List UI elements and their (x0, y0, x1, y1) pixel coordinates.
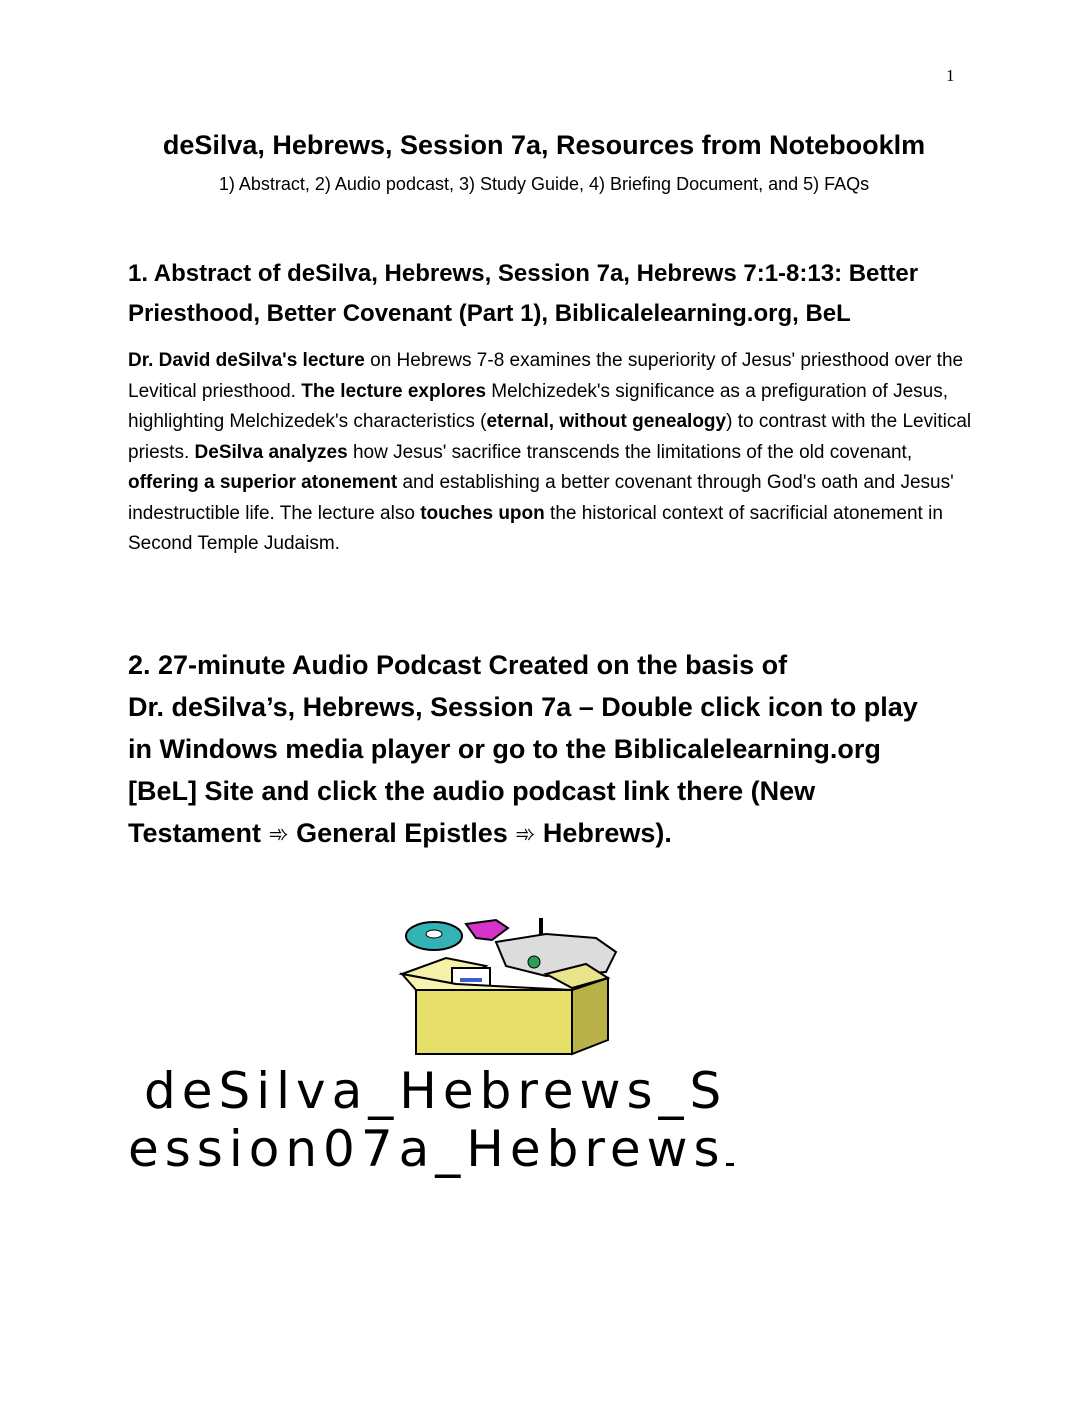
section2-line (128, 812, 988, 855)
document-title: deSilva, Hebrews, Session 7a, Resources from Notebooklm (162, 130, 926, 160)
section2-text: General Epistles (288, 818, 516, 848)
arrow-icon: ➾ (515, 820, 536, 848)
abstract-bold: offering a superior atonement (128, 472, 398, 493)
abstract-text: ) to contrast with the Levitical priests. (128, 411, 972, 463)
package-icon[interactable] (396, 912, 622, 1058)
filename-line1: deSilva_Hebrews_S (144, 1062, 728, 1120)
section1-heading-line2: Priesthood, Better Covenant (Part 1), Biblicalelearning.org, BeL (128, 300, 851, 327)
document-subtitle: 1) Abstract, 2) Audio podcast, 3) Study Guide, 4) Briefing Document, and 5) FAQs (218, 174, 870, 194)
abstract-paragraph (128, 346, 978, 560)
abstract-text: the historical context of sacrificial atonement in Second Temple Judaism. (128, 502, 943, 554)
abstract-bold: Dr. David deSilva's lecture (128, 350, 365, 371)
arrow-icon: ➾ (268, 820, 289, 848)
abstract-bold: eternal, without genealogy (486, 411, 727, 432)
section2-text: Testament (128, 818, 269, 848)
filename-text: ession07a_Hebrews (128, 1120, 726, 1178)
abstract-bold: touches upon (420, 502, 545, 524)
text-cursor (726, 1163, 734, 1166)
filename-line2 (128, 1120, 734, 1178)
section1-heading-line1: 1. Abstract of deSilva, Hebrews, Session 7a, Hebrews 7:1-8:13: Better (128, 260, 919, 287)
page-number: 1 (946, 66, 955, 85)
section2-heading (128, 644, 988, 855)
abstract-text: and establishing a better covenant through God's oath and Jesus' indestructible life. The lecture also (128, 472, 954, 524)
section2-line: Dr. deSilva’s, Hebrews, Session 7a – Double click icon to play (128, 692, 918, 722)
abstract-text: how Jesus' sacrifice transcends the limitations of the old covenant, (347, 441, 913, 463)
abstract-bold: DeSilva analyzes (194, 441, 348, 463)
section2-line: 2. 27-minute Audio Podcast Created on the basis of (128, 650, 788, 680)
section2-line: [BeL] Site and click the audio podcast link there (New (128, 776, 816, 806)
section2-text: Hebrews). (535, 818, 672, 848)
abstract-text: Melchizedek's significance as a prefiguration of Jesus, highlighting Melchizedek's characteristics ( (128, 380, 948, 432)
section2-line: in Windows media player or go to the Biblicalelearning.org (128, 734, 881, 764)
abstract-text: on Hebrews 7-8 examines the superiority of Jesus' priesthood over the Levitical priesthood. (128, 350, 964, 402)
abstract-bold: The lecture explores (301, 380, 487, 402)
section1-heading (128, 254, 968, 334)
